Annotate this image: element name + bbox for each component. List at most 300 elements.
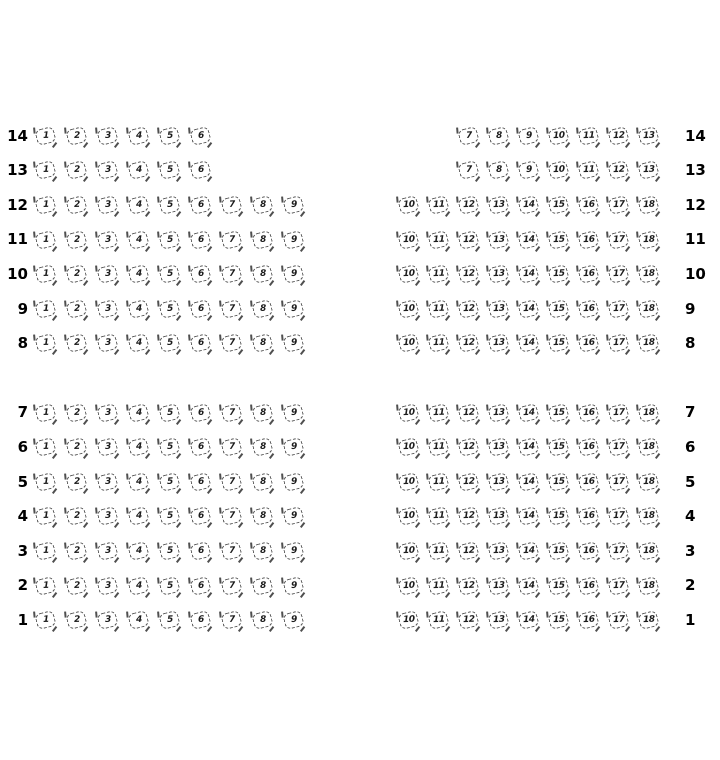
seat-3-16[interactable] bbox=[577, 541, 599, 561]
seat-number: 6 bbox=[197, 199, 204, 210]
seat-9-8[interactable] bbox=[252, 299, 274, 319]
seat-number: 14 bbox=[522, 510, 534, 522]
seat-8-5[interactable] bbox=[158, 333, 180, 353]
seat-9-16[interactable] bbox=[577, 299, 599, 319]
seat-7-10[interactable] bbox=[397, 403, 419, 423]
seat-9-2[interactable] bbox=[65, 299, 87, 319]
seat-14-12[interactable] bbox=[607, 126, 629, 146]
seat-10-14[interactable] bbox=[517, 264, 539, 284]
seat-3-7[interactable] bbox=[220, 541, 242, 561]
seat-12-2[interactable] bbox=[65, 195, 87, 215]
seat-10-11[interactable] bbox=[427, 264, 449, 284]
seat-14-5[interactable] bbox=[158, 126, 180, 146]
seat-cell bbox=[30, 534, 61, 569]
seat-13-1[interactable] bbox=[34, 160, 56, 180]
seat-3-4[interactable] bbox=[127, 541, 149, 561]
seat-13-4[interactable] bbox=[127, 160, 149, 180]
seat-5-18[interactable] bbox=[637, 472, 659, 492]
seat-5-7[interactable] bbox=[220, 472, 242, 492]
seat-9-9[interactable] bbox=[283, 299, 305, 319]
seat-6-2[interactable] bbox=[65, 437, 87, 457]
seat-5-9[interactable] bbox=[283, 472, 305, 492]
seat-12-10[interactable] bbox=[397, 195, 419, 215]
seat-14-2[interactable] bbox=[65, 126, 87, 146]
seat-10-12[interactable] bbox=[457, 264, 479, 284]
seat-9-5[interactable] bbox=[158, 299, 180, 319]
seat-6-1[interactable] bbox=[34, 437, 56, 457]
seat-4-11[interactable] bbox=[427, 506, 449, 526]
seat-7-11[interactable] bbox=[427, 403, 449, 423]
seat-cell bbox=[513, 499, 543, 534]
seat-5-4[interactable] bbox=[127, 472, 149, 492]
seat-11-1[interactable] bbox=[34, 230, 56, 250]
seat-4-5[interactable] bbox=[158, 506, 180, 526]
seat-7-4[interactable] bbox=[127, 403, 149, 423]
seat-5-10[interactable] bbox=[397, 472, 419, 492]
seat-7-13[interactable] bbox=[487, 403, 509, 423]
seat-3-17[interactable] bbox=[607, 541, 629, 561]
seat-10-1[interactable] bbox=[34, 264, 56, 284]
seat-4-1[interactable] bbox=[34, 506, 56, 526]
seat-3-2[interactable] bbox=[65, 541, 87, 561]
seat-number: 12 bbox=[462, 476, 474, 487]
seat-12-16[interactable] bbox=[577, 195, 599, 215]
seat-cell bbox=[247, 257, 278, 292]
seat-2-14[interactable] bbox=[517, 576, 539, 596]
seat-10-10[interactable] bbox=[397, 264, 419, 284]
seat-cell bbox=[573, 568, 603, 603]
seat-8-1[interactable] bbox=[34, 333, 56, 353]
seat-3-10[interactable] bbox=[397, 541, 419, 561]
seat-2-7[interactable] bbox=[220, 576, 242, 596]
seat-4-17[interactable] bbox=[607, 506, 629, 526]
seat-8-7[interactable] bbox=[220, 333, 242, 353]
seat-4-14[interactable] bbox=[517, 506, 539, 526]
seat-6-14[interactable] bbox=[517, 437, 539, 457]
seat-5-1[interactable] bbox=[34, 472, 56, 492]
seat-4-18[interactable] bbox=[637, 506, 659, 526]
seat-9-6[interactable] bbox=[189, 299, 211, 319]
seat-11-11[interactable] bbox=[427, 230, 449, 250]
seat-5-12[interactable] bbox=[457, 472, 479, 492]
seat-7-14[interactable] bbox=[517, 403, 539, 423]
seat-number: 11 bbox=[432, 233, 444, 245]
seat-cell bbox=[92, 430, 123, 465]
seat-13-2[interactable] bbox=[65, 160, 87, 180]
seat-11-17[interactable] bbox=[607, 230, 629, 250]
seat-6-12[interactable] bbox=[457, 437, 479, 457]
seat-12-8[interactable] bbox=[252, 195, 274, 215]
seat-12-6[interactable] bbox=[189, 195, 211, 215]
seat-13-7[interactable] bbox=[457, 160, 479, 180]
seat-1-13[interactable] bbox=[487, 610, 509, 630]
seat-number: 7 bbox=[228, 510, 235, 522]
seat-14-3[interactable] bbox=[96, 126, 118, 146]
seat-6-16[interactable] bbox=[577, 437, 599, 457]
seat-1-7[interactable] bbox=[220, 610, 242, 630]
seat-1-18[interactable] bbox=[637, 610, 659, 630]
seat-7-8[interactable] bbox=[252, 403, 274, 423]
seat-8-2[interactable] bbox=[65, 333, 87, 353]
seat-10-3[interactable] bbox=[96, 264, 118, 284]
seat-9-1[interactable] bbox=[34, 299, 56, 319]
seat-1-6[interactable] bbox=[189, 610, 211, 630]
seat-12-15[interactable] bbox=[547, 195, 569, 215]
seat-13-6[interactable] bbox=[189, 160, 211, 180]
seat-number: 11 bbox=[432, 545, 444, 556]
seat-7-15[interactable] bbox=[547, 403, 569, 423]
seat-8-12[interactable] bbox=[457, 333, 479, 353]
seat-cell bbox=[92, 257, 123, 292]
seat-5-8[interactable] bbox=[252, 472, 274, 492]
seat-number: 10 bbox=[402, 233, 414, 245]
seat-11-16[interactable] bbox=[577, 230, 599, 250]
seat-2-1[interactable] bbox=[34, 576, 56, 596]
seat-12-3[interactable] bbox=[96, 195, 118, 215]
seat-7-9[interactable] bbox=[283, 403, 305, 423]
seat-2-17[interactable] bbox=[607, 576, 629, 596]
seat-10-9[interactable] bbox=[283, 264, 305, 284]
seat-9-11[interactable] bbox=[427, 299, 449, 319]
seat-13-9[interactable] bbox=[517, 160, 539, 180]
seat-3-1[interactable] bbox=[34, 541, 56, 561]
seat-1-10[interactable] bbox=[397, 610, 419, 630]
seat-3-13[interactable] bbox=[487, 541, 509, 561]
seat-cell bbox=[513, 222, 543, 257]
seat-6-17[interactable] bbox=[607, 437, 629, 457]
seat-6-7[interactable] bbox=[220, 437, 242, 457]
seat-number: 2 bbox=[73, 476, 80, 487]
seat-12-9[interactable] bbox=[283, 195, 305, 215]
seat-cell bbox=[573, 188, 603, 223]
seat-8-13[interactable] bbox=[487, 333, 509, 353]
seat-2-13[interactable] bbox=[487, 576, 509, 596]
seat-cell bbox=[92, 465, 123, 500]
seat-number: 10 bbox=[402, 476, 414, 487]
seat-7-6[interactable] bbox=[189, 403, 211, 423]
seat-4-2[interactable] bbox=[65, 506, 87, 526]
seat-6-4[interactable] bbox=[127, 437, 149, 457]
seat-8-3[interactable] bbox=[96, 333, 118, 353]
seat-14-10[interactable] bbox=[547, 126, 569, 146]
seat-7-16[interactable] bbox=[577, 403, 599, 423]
seat-11-6[interactable] bbox=[189, 230, 211, 250]
seat-11-3[interactable] bbox=[96, 230, 118, 250]
seat-12-12[interactable] bbox=[457, 195, 479, 215]
seat-11-9[interactable] bbox=[283, 230, 305, 250]
seat-cell bbox=[513, 465, 543, 500]
seat-11-8[interactable] bbox=[252, 230, 274, 250]
seat-number: 10 bbox=[552, 164, 564, 176]
seat-6-8[interactable] bbox=[252, 437, 274, 457]
seat-11-7[interactable] bbox=[220, 230, 242, 250]
seat-9-17[interactable] bbox=[607, 299, 629, 319]
seat-9-4[interactable] bbox=[127, 299, 149, 319]
seat-cell bbox=[423, 257, 453, 292]
seat-1-11[interactable] bbox=[427, 610, 449, 630]
seat-1-5[interactable] bbox=[158, 610, 180, 630]
seat-7-7[interactable] bbox=[220, 403, 242, 423]
seat-1-14[interactable] bbox=[517, 610, 539, 630]
seat-10-5[interactable] bbox=[158, 264, 180, 284]
seat-5-13[interactable] bbox=[487, 472, 509, 492]
seat-8-16[interactable] bbox=[577, 333, 599, 353]
seat-8-10[interactable] bbox=[397, 333, 419, 353]
seat-2-12[interactable] bbox=[457, 576, 479, 596]
seat-8-6[interactable] bbox=[189, 333, 211, 353]
seat-1-4[interactable] bbox=[127, 610, 149, 630]
seat-3-15[interactable] bbox=[547, 541, 569, 561]
seat-1-3[interactable] bbox=[96, 610, 118, 630]
seat-cell bbox=[483, 222, 513, 257]
seat-7-5[interactable] bbox=[158, 403, 180, 423]
seat-3-9[interactable] bbox=[283, 541, 305, 561]
seat-10-2[interactable] bbox=[65, 264, 87, 284]
seat-6-10[interactable] bbox=[397, 437, 419, 457]
seat-5-3[interactable] bbox=[96, 472, 118, 492]
seat-4-3[interactable] bbox=[96, 506, 118, 526]
seat-7-3[interactable] bbox=[96, 403, 118, 423]
seat-11-12[interactable] bbox=[457, 230, 479, 250]
seat-cell bbox=[92, 222, 123, 257]
seat-cell bbox=[423, 395, 453, 430]
seat-5-5[interactable] bbox=[158, 472, 180, 492]
seat-8-9[interactable] bbox=[283, 333, 305, 353]
seat-number: 11 bbox=[432, 579, 444, 591]
seat-13-5[interactable] bbox=[158, 160, 180, 180]
seat-13-12[interactable] bbox=[607, 160, 629, 180]
seat-7-17[interactable] bbox=[607, 403, 629, 423]
seat-10-6[interactable] bbox=[189, 264, 211, 284]
seat-3-5[interactable] bbox=[158, 541, 180, 561]
seat-5-14[interactable] bbox=[517, 472, 539, 492]
seat-5-16[interactable] bbox=[577, 472, 599, 492]
seat-9-10[interactable] bbox=[397, 299, 419, 319]
seat-5-11[interactable] bbox=[427, 472, 449, 492]
seat-6-5[interactable] bbox=[158, 437, 180, 457]
seat-13-8[interactable] bbox=[487, 160, 509, 180]
seat-3-6[interactable] bbox=[189, 541, 211, 561]
seat-cell bbox=[185, 119, 216, 154]
seat-4-9[interactable] bbox=[283, 506, 305, 526]
seat-12-5[interactable] bbox=[158, 195, 180, 215]
seat-11-5[interactable] bbox=[158, 230, 180, 250]
seat-11-4[interactable] bbox=[127, 230, 149, 250]
seat-10-7[interactable] bbox=[220, 264, 242, 284]
seat-12-18[interactable] bbox=[637, 195, 659, 215]
seat-2-6[interactable] bbox=[189, 576, 211, 596]
seat-11-15[interactable] bbox=[547, 230, 569, 250]
seat-14-7[interactable] bbox=[457, 126, 479, 146]
seat-9-3[interactable] bbox=[96, 299, 118, 319]
seat-1-9[interactable] bbox=[283, 610, 305, 630]
seat-3-3[interactable] bbox=[96, 541, 118, 561]
seat-2-2[interactable] bbox=[65, 576, 87, 596]
seat-10-18[interactable] bbox=[637, 264, 659, 284]
seat-3-14[interactable] bbox=[517, 541, 539, 561]
seat-8-4[interactable] bbox=[127, 333, 149, 353]
seat-8-15[interactable] bbox=[547, 333, 569, 353]
seat-3-8[interactable] bbox=[252, 541, 274, 561]
seat-2-9[interactable] bbox=[283, 576, 305, 596]
seat-number: 14 bbox=[522, 406, 534, 418]
seat-2-11[interactable] bbox=[427, 576, 449, 596]
seat-6-15[interactable] bbox=[547, 437, 569, 457]
seat-8-11[interactable] bbox=[427, 333, 449, 353]
seat-5-15[interactable] bbox=[547, 472, 569, 492]
seat-11-10[interactable] bbox=[397, 230, 419, 250]
seat-block-left-row-6 bbox=[30, 430, 310, 465]
seat-9-13[interactable] bbox=[487, 299, 509, 319]
seat-14-4[interactable] bbox=[127, 126, 149, 146]
seat-4-7[interactable] bbox=[220, 506, 242, 526]
seat-2-8[interactable] bbox=[252, 576, 274, 596]
seat-12-17[interactable] bbox=[607, 195, 629, 215]
seat-8-8[interactable] bbox=[252, 333, 274, 353]
seat-cell bbox=[513, 188, 543, 223]
row-label-left-7: 7 bbox=[17, 403, 28, 422]
seat-5-17[interactable] bbox=[607, 472, 629, 492]
seat-cell bbox=[633, 188, 663, 223]
seat-1-12[interactable] bbox=[457, 610, 479, 630]
seat-number: 18 bbox=[642, 545, 654, 556]
seat-10-17[interactable] bbox=[607, 264, 629, 284]
seat-11-18[interactable] bbox=[637, 230, 659, 250]
seat-14-8[interactable] bbox=[487, 126, 509, 146]
seat-number: 1 bbox=[41, 268, 49, 279]
seat-7-2[interactable] bbox=[65, 403, 87, 423]
seat-10-13[interactable] bbox=[487, 264, 509, 284]
seat-cell bbox=[453, 119, 483, 154]
seat-number: 9 bbox=[290, 510, 297, 522]
seat-2-18[interactable] bbox=[637, 576, 659, 596]
seat-12-11[interactable] bbox=[427, 195, 449, 215]
seat-9-12[interactable] bbox=[457, 299, 479, 319]
seat-number: 5 bbox=[166, 545, 173, 556]
seat-9-18[interactable] bbox=[637, 299, 659, 319]
seat-14-6[interactable] bbox=[189, 126, 211, 146]
seat-10-15[interactable] bbox=[547, 264, 569, 284]
seat-cell bbox=[453, 326, 483, 361]
seat-cell bbox=[278, 395, 309, 430]
seat-number: 9 bbox=[290, 199, 297, 210]
seat-2-5[interactable] bbox=[158, 576, 180, 596]
seat-4-12[interactable] bbox=[457, 506, 479, 526]
seat-5-2[interactable] bbox=[65, 472, 87, 492]
seat-4-15[interactable] bbox=[547, 506, 569, 526]
seat-4-13[interactable] bbox=[487, 506, 509, 526]
seat-11-14[interactable] bbox=[517, 230, 539, 250]
seat-number: 13 bbox=[642, 130, 654, 141]
seat-12-1[interactable] bbox=[34, 195, 56, 215]
seat-9-7[interactable] bbox=[220, 299, 242, 319]
seat-14-9[interactable] bbox=[517, 126, 539, 146]
seat-2-3[interactable] bbox=[96, 576, 118, 596]
seat-number: 10 bbox=[402, 614, 414, 625]
seat-number: 6 bbox=[197, 164, 204, 176]
row-label-right-12: 12 bbox=[685, 195, 706, 214]
seat-cell bbox=[30, 603, 61, 638]
seat-cell bbox=[216, 292, 247, 327]
seat-3-18[interactable] bbox=[637, 541, 659, 561]
seat-13-3[interactable] bbox=[96, 160, 118, 180]
seat-4-8[interactable] bbox=[252, 506, 274, 526]
seat-10-8[interactable] bbox=[252, 264, 274, 284]
seat-12-7[interactable] bbox=[220, 195, 242, 215]
seat-block-left-row-5 bbox=[30, 465, 310, 500]
seat-1-16[interactable] bbox=[577, 610, 599, 630]
seat-7-1[interactable] bbox=[34, 403, 56, 423]
seat-3-11[interactable] bbox=[427, 541, 449, 561]
seat-number: 15 bbox=[552, 337, 564, 349]
seat-10-4[interactable] bbox=[127, 264, 149, 284]
seat-9-14[interactable] bbox=[517, 299, 539, 319]
seat-cell bbox=[278, 534, 309, 569]
seat-1-1[interactable] bbox=[34, 610, 56, 630]
seat-5-6[interactable] bbox=[189, 472, 211, 492]
seat-number: 1 bbox=[41, 130, 49, 141]
seat-9-15[interactable] bbox=[547, 299, 569, 319]
seat-number: 14 bbox=[522, 199, 534, 210]
seat-4-4[interactable] bbox=[127, 506, 149, 526]
seat-13-11[interactable] bbox=[577, 160, 599, 180]
seat-12-14[interactable] bbox=[517, 195, 539, 215]
seat-8-17[interactable] bbox=[607, 333, 629, 353]
seat-12-4[interactable] bbox=[127, 195, 149, 215]
seat-14-1[interactable] bbox=[34, 126, 56, 146]
seat-2-15[interactable] bbox=[547, 576, 569, 596]
seat-6-9[interactable] bbox=[283, 437, 305, 457]
seat-1-8[interactable] bbox=[252, 610, 274, 630]
seat-8-14[interactable] bbox=[517, 333, 539, 353]
seat-2-10[interactable] bbox=[397, 576, 419, 596]
seat-8-18[interactable] bbox=[637, 333, 659, 353]
seat-13-13[interactable] bbox=[637, 160, 659, 180]
seat-6-6[interactable] bbox=[189, 437, 211, 457]
seat-4-10[interactable] bbox=[397, 506, 419, 526]
seat-2-4[interactable] bbox=[127, 576, 149, 596]
seat-6-18[interactable] bbox=[637, 437, 659, 457]
seat-7-18[interactable] bbox=[637, 403, 659, 423]
seat-number: 8 bbox=[259, 199, 266, 210]
seat-number: 5 bbox=[166, 580, 173, 591]
seat-4-6[interactable] bbox=[189, 506, 211, 526]
seat-14-13[interactable] bbox=[637, 126, 659, 146]
seat-12-13[interactable] bbox=[487, 195, 509, 215]
seat-11-13[interactable] bbox=[487, 230, 509, 250]
seat-3-12[interactable] bbox=[457, 541, 479, 561]
seat-14-11[interactable] bbox=[577, 126, 599, 146]
seat-11-2[interactable] bbox=[65, 230, 87, 250]
seat-7-12[interactable] bbox=[457, 403, 479, 423]
seat-number: 12 bbox=[462, 614, 474, 625]
seat-10-16[interactable] bbox=[577, 264, 599, 284]
seat-1-2[interactable] bbox=[65, 610, 87, 630]
seat-1-17[interactable] bbox=[607, 610, 629, 630]
seat-1-15[interactable] bbox=[547, 610, 569, 630]
seat-number: 13 bbox=[492, 233, 504, 245]
seat-2-16[interactable] bbox=[577, 576, 599, 596]
seat-number: 15 bbox=[552, 441, 564, 452]
seat-number: 11 bbox=[582, 130, 594, 141]
seat-6-13[interactable] bbox=[487, 437, 509, 457]
seat-13-10[interactable] bbox=[547, 160, 569, 180]
seat-number: 13 bbox=[492, 337, 504, 349]
seat-6-3[interactable] bbox=[96, 437, 118, 457]
seat-4-16[interactable] bbox=[577, 506, 599, 526]
seat-number: 4 bbox=[135, 407, 142, 418]
seat-6-11[interactable] bbox=[427, 437, 449, 457]
